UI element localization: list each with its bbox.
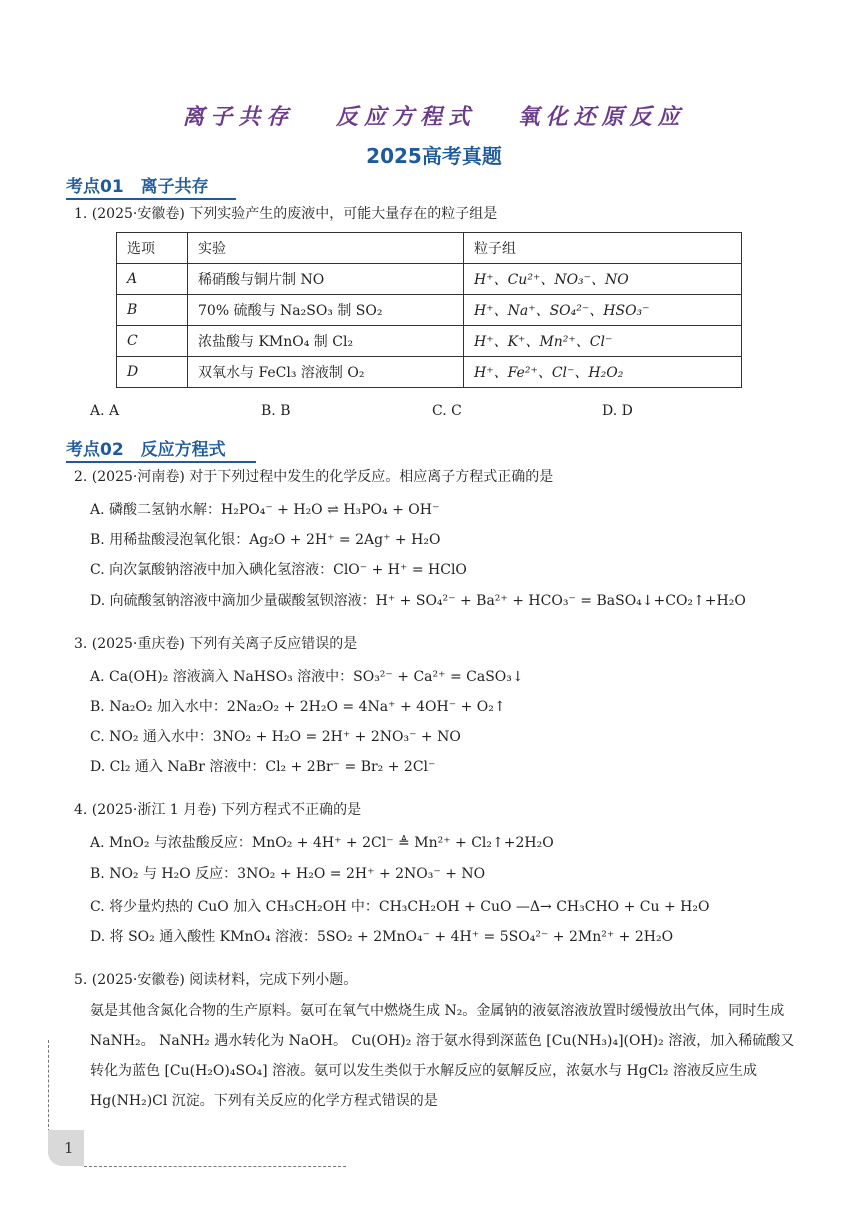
question-4-option-c: C. 将少量灼热的 CuO 加入 CH₃CH₂OH 中：CH₃CH₂OH + CuO —Δ→ CH₃CHO + Cu + H₂O xyxy=(90,899,710,915)
margin-dashed-line xyxy=(48,1040,49,1132)
section-heading-1-label: 考点01 离子共存 xyxy=(66,177,209,197)
table-cell: C xyxy=(117,326,188,357)
table-cell: 70% 硫酸与 Na₂SO₃ 制 SO₂ xyxy=(188,295,464,326)
page-number: 1 xyxy=(64,1139,74,1157)
table-cell: 浓盐酸与 KMnO₄ 制 Cl₂ xyxy=(188,326,464,357)
question-1-table xyxy=(116,232,742,388)
question-2-stem: 2. (2025·河南卷) 对于下列过程中发生的化学反应。相应离子方程式正确的是 xyxy=(74,469,554,485)
table-cell: A xyxy=(117,264,188,295)
question-2-option-d: D. 向硫酸氢钠溶液中滴加少量碳酸氢钡溶液：H⁺ + SO₄²⁻ + Ba²⁺ + HCO₃⁻ = BaSO₄↓+CO₂↑+H₂O xyxy=(90,593,746,609)
question-5-material: 氨是其他含氮化合物的生产原料。氨可在氧气中燃烧生成 N₂。金属钠的液氨溶液放置时缓慢放出气体，同时生成 NaNH₂。 NaNH₂ 遇水转化为 NaOH。 Cu(OH)₂ 溶于氨水得到深蓝色 [Cu(NH₃)₄](OH)₂ 溶液，加入稀硫酸又转化为蓝色 [Cu(H₂O)₄SO₄] 溶液。氨可以发生类似于水解反应的氨解反应，浓氨水与 HgCl₂ 溶液反应生成 Hg(NH₂)Cl 沉淀。下列有关反应的化学方程式错误的是 xyxy=(90,1003,795,1109)
section-heading-2 xyxy=(66,435,226,460)
table-header-cell: 选项 xyxy=(117,233,188,264)
question-2-option-b: B. 用稀盐酸浸泡氧化银：Ag₂O + 2H⁺ = 2Ag⁺ + H₂O xyxy=(90,532,441,548)
question-2-option-c: C. 向次氯酸钠溶液中加入碘化氢溶液：ClO⁻ + H⁺ = HClO xyxy=(90,562,467,578)
question-4-option-b: B. NO₂ 与 H₂O 反应：3NO₂ + H₂O = 2H⁺ + 2NO₃⁻ + NO xyxy=(90,866,486,882)
table-row xyxy=(117,264,742,295)
table-row xyxy=(117,295,742,326)
document-subtitle: 2025高考真题 xyxy=(366,144,502,168)
question-4-stem: 4. (2025·浙江 1 月卷) 下列方程式不正确的是 xyxy=(74,802,362,818)
page-number-tab xyxy=(48,1130,84,1166)
table-cell: 双氧水与 FeCl₃ 溶液制 O₂ xyxy=(188,357,464,388)
table-row xyxy=(117,357,742,388)
question-1-answer-b: B. B xyxy=(261,403,291,419)
table-row xyxy=(117,326,742,357)
title-part-2: 反应方程式 xyxy=(335,104,476,130)
title-part-1: 离子共存 xyxy=(182,104,295,130)
question-4-option-a: A. MnO₂ 与浓盐酸反应：MnO₂ + 4H⁺ + 2Cl⁻ ≜ Mn²⁺ + Cl₂↑+2H₂O xyxy=(90,835,554,851)
section-underline xyxy=(66,461,256,463)
table-cell: 稀硝酸与铜片制 NO xyxy=(188,264,464,295)
question-5-stem: 5. (2025·安徽卷) 阅读材料，完成下列小题。 xyxy=(74,972,358,988)
question-1-answer-d: D. D xyxy=(602,403,633,419)
title-part-3: 氧化还原反应 xyxy=(517,104,686,130)
table-cell: B xyxy=(117,295,188,326)
table-cell: H⁺、Na⁺、SO₄²⁻、HSO₃⁻ xyxy=(464,295,742,326)
question-1-answer-c: C. C xyxy=(432,403,462,419)
section-underline xyxy=(66,198,236,200)
table-cell: H⁺、K⁺、Mn²⁺、Cl⁻ xyxy=(464,326,742,357)
question-3-stem: 3. (2025·重庆卷) 下列有关离子反应错误的是 xyxy=(74,636,358,652)
section-heading-1 xyxy=(66,172,209,197)
question-3-option-c: C. NO₂ 通入水中：3NO₂ + H₂O = 2H⁺ + 2NO₃⁻ + NO xyxy=(90,729,461,745)
question-3-option-a: A. Ca(OH)₂ 溶液滴入 NaHSO₃ 溶液中：SO₃²⁻ + Ca²⁺ = CaSO₃↓ xyxy=(90,669,524,685)
section-heading-2-label: 考点02 反应方程式 xyxy=(66,440,226,460)
question-1-stem: 1. (2025·安徽卷) 下列实验产生的废液中，可能大量存在的粒子组是 xyxy=(74,206,498,222)
question-2-option-a: A. 磷酸二氢钠水解：H₂PO₄⁻ + H₂O ⇌ H₃PO₄ + OH⁻ xyxy=(90,502,440,518)
question-3-option-d: D. Cl₂ 通入 NaBr 溶液中：Cl₂ + 2Br⁻ = Br₂ + 2Cl⁻ xyxy=(90,759,436,775)
question-1-answer-a: A. A xyxy=(90,403,120,419)
document-title xyxy=(0,100,868,131)
question-4-option-d: D. 将 SO₂ 通入酸性 KMnO₄ 溶液：5SO₂ + 2MnO₄⁻ + 4H⁺ = 5SO₄²⁻ + 2Mn²⁺ + 2H₂O xyxy=(90,929,674,945)
footer-dashed-line xyxy=(84,1166,346,1167)
table-cell: H⁺、Cu²⁺、NO₃⁻、NO xyxy=(464,264,742,295)
table-header-row xyxy=(117,233,742,264)
table-cell: H⁺、Fe²⁺、Cl⁻、H₂O₂ xyxy=(464,357,742,388)
table-header-cell: 粒子组 xyxy=(464,233,742,264)
question-3-option-b: B. Na₂O₂ 加入水中：2Na₂O₂ + 2H₂O = 4Na⁺ + 4OH⁻ + O₂↑ xyxy=(90,699,506,715)
table-header-cell: 实验 xyxy=(188,233,464,264)
table-cell: D xyxy=(117,357,188,388)
